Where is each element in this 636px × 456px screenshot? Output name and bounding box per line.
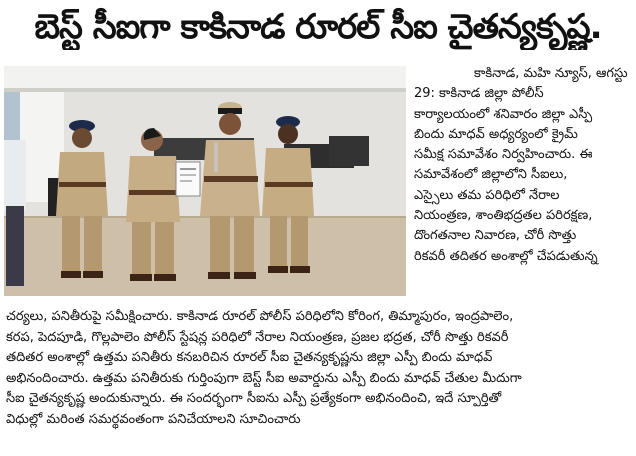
article-line: కార్యాలయంలో శనివారం జిల్లా ఎస్పీ	[414, 106, 593, 122]
article-line: కరప, పెదపూడి, గొల్లపాలెం పోలీస్ స్టేషన్ల పరిధిలో నేరాల నియంత్రణ, ప్రజల భద్రత, చోరీ సొత్తు రికవరీ	[6, 329, 509, 345]
award-photo	[4, 66, 406, 296]
article-line: సమావేశంలో జిల్లాలోని సీఐలు,	[414, 167, 568, 183]
article-intro-column	[414, 64, 630, 267]
article-line: సమీక్ష సమావేశం నిర్వహించారు. ఈ	[414, 147, 593, 163]
article-line: బిందు మాధవ్ అధ్యర్యంలో క్రైమ్	[414, 126, 578, 142]
article-line: 29: కాకినాడ జిల్లా పోలీస్	[414, 86, 544, 102]
award-photo-scene	[4, 66, 406, 296]
article-line: ఎస్సైలు తమ పరిధిలో నేరాల	[414, 187, 560, 203]
article-line: చర్యలు, పనితీరుపై సమీక్షించారు. కాకినాడ రూరల్ పోలీస్ పరిధిలోని కోరింగ, తిమ్మాపురం, ఇంద్రపాలెం,	[6, 309, 514, 324]
article-line: అభినందించారు. ఉత్తమ పనితీరుకు గుర్తింపుగా బెస్ట్ సీఐ అవార్డును ఎస్పీ బిందు మాధవ్ చేతుల మీదుగా	[6, 370, 522, 386]
headline: బెస్ట్ సీఐగా కాకినాడ రూరల్ సీఐ చైతన్యకృష్ణ.	[34, 7, 602, 47]
article-line: రికవరీ తదితర అంశాల్లో చేపడుతున్న	[414, 248, 598, 264]
certificate	[176, 162, 200, 196]
article-line: దొంగతనాల నివారణ, చోరీ సొత్తు	[414, 228, 577, 244]
article-line: తదితర అంశాల్లో ఉత్తమ పనితీరు కనబరిచిన రూరల్ సీఐ చైతన్యకృష్ణను జిల్లా ఎస్పీ బిందు మాధవ్	[6, 350, 493, 365]
article-line: సీఐ చైతన్యకృష్ణ అందుకున్నారు. ఈ సందర్భంగా సీఐను ఎస్పీ ప్రత్యేకంగా అభినందించి, ఇదే స్పూర్తితో	[6, 391, 502, 406]
article-body	[6, 307, 630, 430]
article-line: నియంత్రణ, శాంతిభద్రతల పరిరక్షణ,	[414, 208, 593, 224]
dateline: కాకినాడ, మహి న్యూస్, ఆగస్టు	[474, 66, 628, 81]
article-line: విధుల్లో మరింత సమర్థవంతంగా పనిచేయాలని సూచించారు	[6, 411, 301, 427]
